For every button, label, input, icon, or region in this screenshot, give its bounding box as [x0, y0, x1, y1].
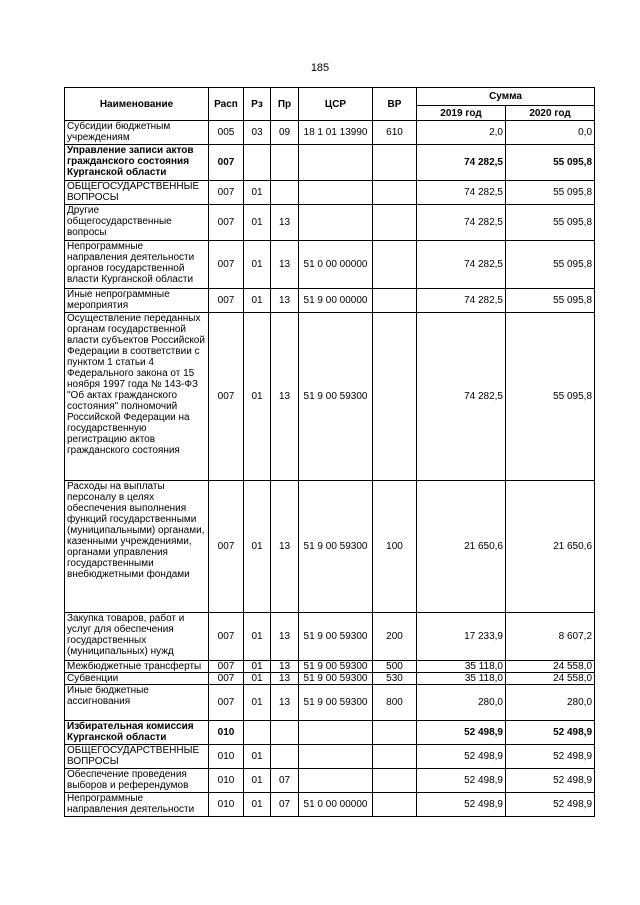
- cell-y2019: 74 282,5: [417, 289, 506, 313]
- cell-rasp: 010: [209, 745, 244, 769]
- cell-pr: 07: [271, 793, 299, 817]
- header-sum: Сумма: [417, 88, 595, 106]
- cell-rz: 03: [244, 121, 271, 145]
- cell-y2020: 52 498,9: [506, 769, 595, 793]
- cell-rz: 01: [244, 685, 271, 721]
- cell-rz: 01: [244, 613, 271, 661]
- cell-y2020: 55 095,8: [506, 205, 595, 241]
- cell-pr: 13: [271, 685, 299, 721]
- cell-y2019: 17 233,9: [417, 613, 506, 661]
- cell-y2019: 52 498,9: [417, 769, 506, 793]
- cell-pr: 09: [271, 121, 299, 145]
- page-number: 185: [310, 62, 330, 74]
- cell-pr: 13: [271, 241, 299, 289]
- cell-y2019: 52 498,9: [417, 721, 506, 745]
- cell-csr: 51 9 00 59300: [299, 673, 373, 685]
- cell-name: Непрограммные направления деятельности органов государственной власти Курганской области: [65, 241, 209, 289]
- cell-name: Субвенции: [65, 673, 209, 685]
- header-rasp: Расп: [209, 88, 244, 121]
- cell-rasp: 010: [209, 793, 244, 817]
- cell-pr: 13: [271, 289, 299, 313]
- cell-pr: 13: [271, 205, 299, 241]
- cell-csr: 51 9 00 59300: [299, 661, 373, 673]
- cell-y2020: 55 095,8: [506, 241, 595, 289]
- cell-rasp: 010: [209, 721, 244, 745]
- cell-vr: [373, 793, 417, 817]
- header-pr: Пр: [271, 88, 299, 121]
- cell-csr: [299, 145, 373, 181]
- cell-y2020: 55 095,8: [506, 181, 595, 205]
- cell-vr: [373, 205, 417, 241]
- cell-vr: 530: [373, 673, 417, 685]
- cell-y2020: 52 498,9: [506, 793, 595, 817]
- table-row: [65, 661, 595, 673]
- table-row: [65, 145, 595, 181]
- cell-rasp: 010: [209, 769, 244, 793]
- cell-y2019: 74 282,5: [417, 241, 506, 289]
- cell-rz: [244, 145, 271, 181]
- cell-rz: 01: [244, 769, 271, 793]
- table-row: [65, 685, 595, 721]
- cell-vr: [373, 313, 417, 481]
- cell-pr: [271, 745, 299, 769]
- table-row: [65, 205, 595, 241]
- cell-csr: [299, 181, 373, 205]
- table-row: [65, 721, 595, 745]
- cell-rz: 01: [244, 241, 271, 289]
- cell-rasp: 007: [209, 181, 244, 205]
- cell-rasp: 007: [209, 481, 244, 613]
- cell-vr: 100: [373, 481, 417, 613]
- cell-y2019: 74 282,5: [417, 181, 506, 205]
- header-rz: Рз: [244, 88, 271, 121]
- cell-pr: 13: [271, 313, 299, 481]
- table-row: [65, 313, 595, 481]
- cell-y2020: 52 498,9: [506, 721, 595, 745]
- cell-rasp: 007: [209, 661, 244, 673]
- cell-csr: 51 9 00 59300: [299, 481, 373, 613]
- cell-csr: [299, 205, 373, 241]
- cell-y2019: 52 498,9: [417, 745, 506, 769]
- cell-pr: 13: [271, 661, 299, 673]
- table-row: [65, 745, 595, 769]
- cell-pr: [271, 721, 299, 745]
- header-year-2019: 2019 год: [417, 106, 506, 121]
- cell-rz: 01: [244, 289, 271, 313]
- cell-y2020: 55 095,8: [506, 289, 595, 313]
- cell-y2020: 24 558,0: [506, 673, 595, 685]
- cell-rasp: 007: [209, 673, 244, 685]
- cell-pr: [271, 145, 299, 181]
- cell-name: Управление записи актов гражданского состояния Курганской области: [65, 145, 209, 181]
- table-row: [65, 241, 595, 289]
- cell-rz: 01: [244, 661, 271, 673]
- cell-pr: 13: [271, 673, 299, 685]
- cell-pr: [271, 181, 299, 205]
- cell-csr: 51 9 00 59300: [299, 313, 373, 481]
- cell-rz: 01: [244, 793, 271, 817]
- budget-table: [64, 87, 595, 817]
- cell-y2019: 21 650,6: [417, 481, 506, 613]
- cell-y2019: 280,0: [417, 685, 506, 721]
- cell-y2019: 35 118,0: [417, 673, 506, 685]
- cell-name: Расходы на выплаты персоналу в целях обеспечения выполнения функций государственными (муниципальными) органами, казенными учреждениями, органами управления государственными внебюджетными фондами: [65, 481, 209, 613]
- cell-csr: 51 0 00 00000: [299, 241, 373, 289]
- cell-csr: [299, 745, 373, 769]
- cell-vr: 500: [373, 661, 417, 673]
- cell-name: Иные бюджетные ассигнования: [65, 685, 209, 721]
- cell-y2019: 35 118,0: [417, 661, 506, 673]
- cell-name: Осуществление переданных органам государственной власти субъектов Российской Федерации в соответствии с пунктом 1 статьи 4 Федерального закона от 15 ноября 1997 года № 143-ФЗ "Об актах гражданского состояния" полномочий Российской Федерации на государственную регистрацию актов гражданского состояния: [65, 313, 209, 481]
- cell-csr: 51 9 00 59300: [299, 613, 373, 661]
- cell-rasp: 007: [209, 313, 244, 481]
- cell-rz: 01: [244, 181, 271, 205]
- cell-vr: [373, 769, 417, 793]
- cell-name: Межбюджетные трансферты: [65, 661, 209, 673]
- cell-y2020: 52 498,9: [506, 745, 595, 769]
- cell-name: Закупка товаров, работ и услуг для обеспечения государственных (муниципальных) нужд: [65, 613, 209, 661]
- cell-y2020: 0,0: [506, 121, 595, 145]
- cell-rz: 01: [244, 673, 271, 685]
- cell-vr: [373, 181, 417, 205]
- cell-y2019: 74 282,5: [417, 145, 506, 181]
- cell-y2020: 8 607,2: [506, 613, 595, 661]
- cell-name: ОБЩЕГОСУДАРСТВЕННЫЕ ВОПРОСЫ: [65, 181, 209, 205]
- cell-name: Обеспечение проведения выборов и референдумов: [65, 769, 209, 793]
- cell-pr: 13: [271, 481, 299, 613]
- cell-y2019: 74 282,5: [417, 205, 506, 241]
- table-row: [65, 289, 595, 313]
- cell-csr: 51 9 00 59300: [299, 685, 373, 721]
- cell-name: ОБЩЕГОСУДАРСТВЕННЫЕ ВОПРОСЫ: [65, 745, 209, 769]
- cell-csr: 51 9 00 00000: [299, 289, 373, 313]
- table-row: [65, 793, 595, 817]
- table-row: [65, 769, 595, 793]
- cell-csr: 18 1 01 13990: [299, 121, 373, 145]
- cell-rz: 01: [244, 205, 271, 241]
- cell-y2020: 21 650,6: [506, 481, 595, 613]
- cell-name: Другие общегосударственные вопросы: [65, 205, 209, 241]
- cell-rasp: 007: [209, 289, 244, 313]
- cell-rasp: 005: [209, 121, 244, 145]
- header-name: Наименование: [65, 88, 209, 121]
- table-row: [65, 481, 595, 613]
- cell-name: Иные непрограммные мероприятия: [65, 289, 209, 313]
- table-row: [65, 181, 595, 205]
- table-row: [65, 673, 595, 685]
- cell-rz: 01: [244, 481, 271, 613]
- header-year-2020: 2020 год: [506, 106, 595, 121]
- table-body: [65, 121, 595, 817]
- cell-y2020: 55 095,8: [506, 313, 595, 481]
- cell-y2020: 24 558,0: [506, 661, 595, 673]
- cell-vr: 800: [373, 685, 417, 721]
- cell-y2020: 55 095,8: [506, 145, 595, 181]
- cell-vr: [373, 289, 417, 313]
- cell-y2020: 280,0: [506, 685, 595, 721]
- cell-y2019: 2,0: [417, 121, 506, 145]
- cell-name: Субсидии бюджетным учреждениям: [65, 121, 209, 145]
- header-vr: ВР: [373, 88, 417, 121]
- cell-csr: [299, 769, 373, 793]
- cell-rz: 01: [244, 745, 271, 769]
- header-csr: ЦСР: [299, 88, 373, 121]
- cell-rz: [244, 721, 271, 745]
- cell-name: Непрограммные направления деятельности: [65, 793, 209, 817]
- cell-rasp: 007: [209, 205, 244, 241]
- cell-y2019: 52 498,9: [417, 793, 506, 817]
- cell-vr: [373, 241, 417, 289]
- cell-vr: 610: [373, 121, 417, 145]
- cell-rasp: 007: [209, 241, 244, 289]
- cell-pr: 07: [271, 769, 299, 793]
- table-row: [65, 613, 595, 661]
- cell-rasp: 007: [209, 145, 244, 181]
- cell-csr: [299, 721, 373, 745]
- cell-vr: 200: [373, 613, 417, 661]
- cell-vr: [373, 721, 417, 745]
- cell-rz: 01: [244, 313, 271, 481]
- cell-pr: 13: [271, 613, 299, 661]
- table-row: [65, 121, 595, 145]
- cell-csr: 51 0 00 00000: [299, 793, 373, 817]
- cell-vr: [373, 745, 417, 769]
- cell-y2019: 74 282,5: [417, 313, 506, 481]
- cell-name: Избирательная комиссия Курганской области: [65, 721, 209, 745]
- cell-rasp: 007: [209, 613, 244, 661]
- cell-rasp: 007: [209, 685, 244, 721]
- cell-vr: [373, 145, 417, 181]
